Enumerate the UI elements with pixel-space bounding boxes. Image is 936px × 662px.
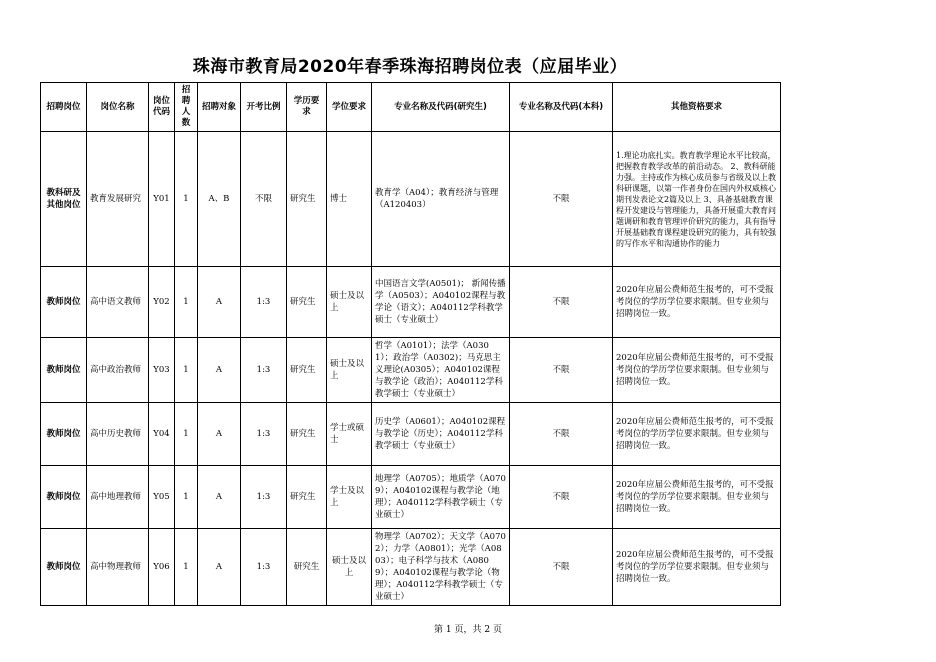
target-cell: A <box>198 529 241 606</box>
education-cell: 研究生 <box>287 466 327 529</box>
major-grad-cell: 物理学（A0702）；天文学（A0702）；力学（A0801）；光学（A0803）；电子科学与技术（A0809）；A040102课程与教学论（物理）；A040112学科教学硕士（专业硕士） <box>372 529 510 606</box>
header-cell: 专业名称及代码(本科) <box>510 83 613 132</box>
target-cell: A <box>198 267 241 338</box>
header-cell: 其他资格要求 <box>613 83 781 132</box>
code-cell: Y02 <box>149 267 175 338</box>
degree-cell: 博士 <box>327 132 372 267</box>
target-cell: A <box>198 466 241 529</box>
recruitment-table <box>40 82 781 606</box>
position-name-cell: 高中政治教师 <box>87 338 149 403</box>
table-row <box>41 403 781 466</box>
other-requirements-cell: 2020年应届公费师范生报考的，可不受报考岗位的学历学位要求限制。但专业须与招聘岗位一致。 <box>613 267 781 338</box>
header-cell: 岗位名称 <box>87 83 149 132</box>
education-cell: 研究生 <box>287 267 327 338</box>
count-cell: 1 <box>175 403 198 466</box>
table-row <box>41 529 781 606</box>
ratio-cell: 1:3 <box>241 267 287 338</box>
degree-cell: 硕士及以上 <box>327 267 372 338</box>
major-ug-cell: 不限 <box>510 466 613 529</box>
table-row <box>41 132 781 267</box>
target-cell: A、B <box>198 132 241 267</box>
ratio-cell: 1:3 <box>241 529 287 606</box>
count-cell: 1 <box>175 132 198 267</box>
major-ug-cell: 不限 <box>510 338 613 403</box>
other-requirements-cell: 2020年应届公费师范生报考的，可不受报考岗位的学历学位要求限制。但专业须与招聘岗位一致。 <box>613 529 781 606</box>
education-cell: 研究生 <box>287 338 327 403</box>
count-cell: 1 <box>175 529 198 606</box>
header-cell: 学位要求 <box>327 83 372 132</box>
position-name-cell: 高中历史教师 <box>87 403 149 466</box>
other-requirements-cell: 1.理论功底扎实。教育教学理论水平比较高，把握教育教学改革的前沿动态。 2、教科研能力强。主持或作为核心成员参与省级及以上教科研课题，以第一作者身份在国内外权威核心期刊发表论文2篇及以上 3、具备基础教育课程开发建设与管理能力，具备开展重大教育问题调研和教育管理评价研究的能力，具有指导开展基础教育课程建设研究的能力，具有较强的写作水平和沟通协作的能力 <box>613 132 781 267</box>
other-requirements-cell: 2020年应届公费师范生报考的，可不受报考岗位的学历学位要求限制。但专业须与招聘岗位一致。 <box>613 338 781 403</box>
header-cell: 招聘对象 <box>198 83 241 132</box>
count-cell: 1 <box>175 267 198 338</box>
degree-cell: 硕士及以上 <box>327 338 372 403</box>
header-cell: 专业名称及代码(研究生) <box>372 83 510 132</box>
category-cell: 教师岗位 <box>41 267 87 338</box>
table-row <box>41 466 781 529</box>
header-row <box>41 83 781 132</box>
major-grad-cell: 哲学（A0101）；法学（A0301）；政治学（A0302)；马克思主义理论(A0305）；A040102课程与教学论（政治）；A040112学科教学硕士（专业硕士） <box>372 338 510 403</box>
page-number: 第 1 页，共 2 页 <box>434 625 502 635</box>
table-row <box>41 267 781 338</box>
position-name-cell: 高中物理教师 <box>87 529 149 606</box>
position-name-cell: 高中语文教师 <box>87 267 149 338</box>
code-cell: Y05 <box>149 466 175 529</box>
count-cell: 1 <box>175 466 198 529</box>
major-ug-cell: 不限 <box>510 529 613 606</box>
education-cell: 研究生 <box>287 403 327 466</box>
category-cell: 教师岗位 <box>41 529 87 606</box>
degree-cell: 学士及以上 <box>327 466 372 529</box>
position-name-cell: 教育发展研究 <box>87 132 149 267</box>
major-grad-cell: 地理学（A0705）；地质学（A0709）；A040102课程与教学论（地理）；A040112学科教学硕士（专业硕士） <box>372 466 510 529</box>
education-cell: 研究生 <box>287 529 327 606</box>
target-cell: A <box>198 338 241 403</box>
code-cell: Y06 <box>149 529 175 606</box>
code-cell: Y01 <box>149 132 175 267</box>
category-cell: 教师岗位 <box>41 403 87 466</box>
education-cell: 研究生 <box>287 132 327 267</box>
header-cell: 学历要求 <box>287 83 327 132</box>
major-grad-cell: 历史学（A0601）；A040102课程与教学论（历史）；A040112学科教学硕士（专业硕士） <box>372 403 510 466</box>
ratio-cell: 1:3 <box>241 338 287 403</box>
count-cell: 1 <box>175 338 198 403</box>
code-cell: Y03 <box>149 338 175 403</box>
header-cell: 招聘岗位 <box>41 83 87 132</box>
page-title: 珠海市教育局2020年春季珠海招聘岗位表（应届毕业） <box>192 57 628 77</box>
code-cell: Y04 <box>149 403 175 466</box>
category-cell: 教科研及其他岗位 <box>41 132 87 267</box>
category-cell: 教师岗位 <box>41 466 87 529</box>
other-requirements-cell: 2020年应届公费师范生报考的，可不受报考岗位的学历学位要求限制。但专业须与招聘岗位一致。 <box>613 466 781 529</box>
other-requirements-cell: 2020年应届公费师范生报考的，可不受报考岗位的学历学位要求限制。但专业须与招聘岗位一致。 <box>613 403 781 466</box>
ratio-cell: 1:3 <box>241 466 287 529</box>
header-cell: 招聘人数 <box>175 83 198 132</box>
header-cell: 岗位代码 <box>149 83 175 132</box>
target-cell: A <box>198 403 241 466</box>
table-row <box>41 338 781 403</box>
major-ug-cell: 不限 <box>510 132 613 267</box>
ratio-cell: 1:3 <box>241 403 287 466</box>
header-cell: 开考比例 <box>241 83 287 132</box>
major-ug-cell: 不限 <box>510 267 613 338</box>
ratio-cell: 不限 <box>241 132 287 267</box>
category-cell: 教师岗位 <box>41 338 87 403</box>
degree-cell: 学士或硕士 <box>327 403 372 466</box>
position-name-cell: 高中地理教师 <box>87 466 149 529</box>
major-grad-cell: 教育学（A04）；教育经济与管理（A120403） <box>372 132 510 267</box>
major-grad-cell: 中国语言文学(A0501)； 新闻传播学（A0503）；A040102课程与教学论（语文）；A040112学科教学硕士（专业硕士） <box>372 267 510 338</box>
major-ug-cell: 不限 <box>510 403 613 466</box>
degree-cell: 硕士及以上 <box>327 529 372 606</box>
